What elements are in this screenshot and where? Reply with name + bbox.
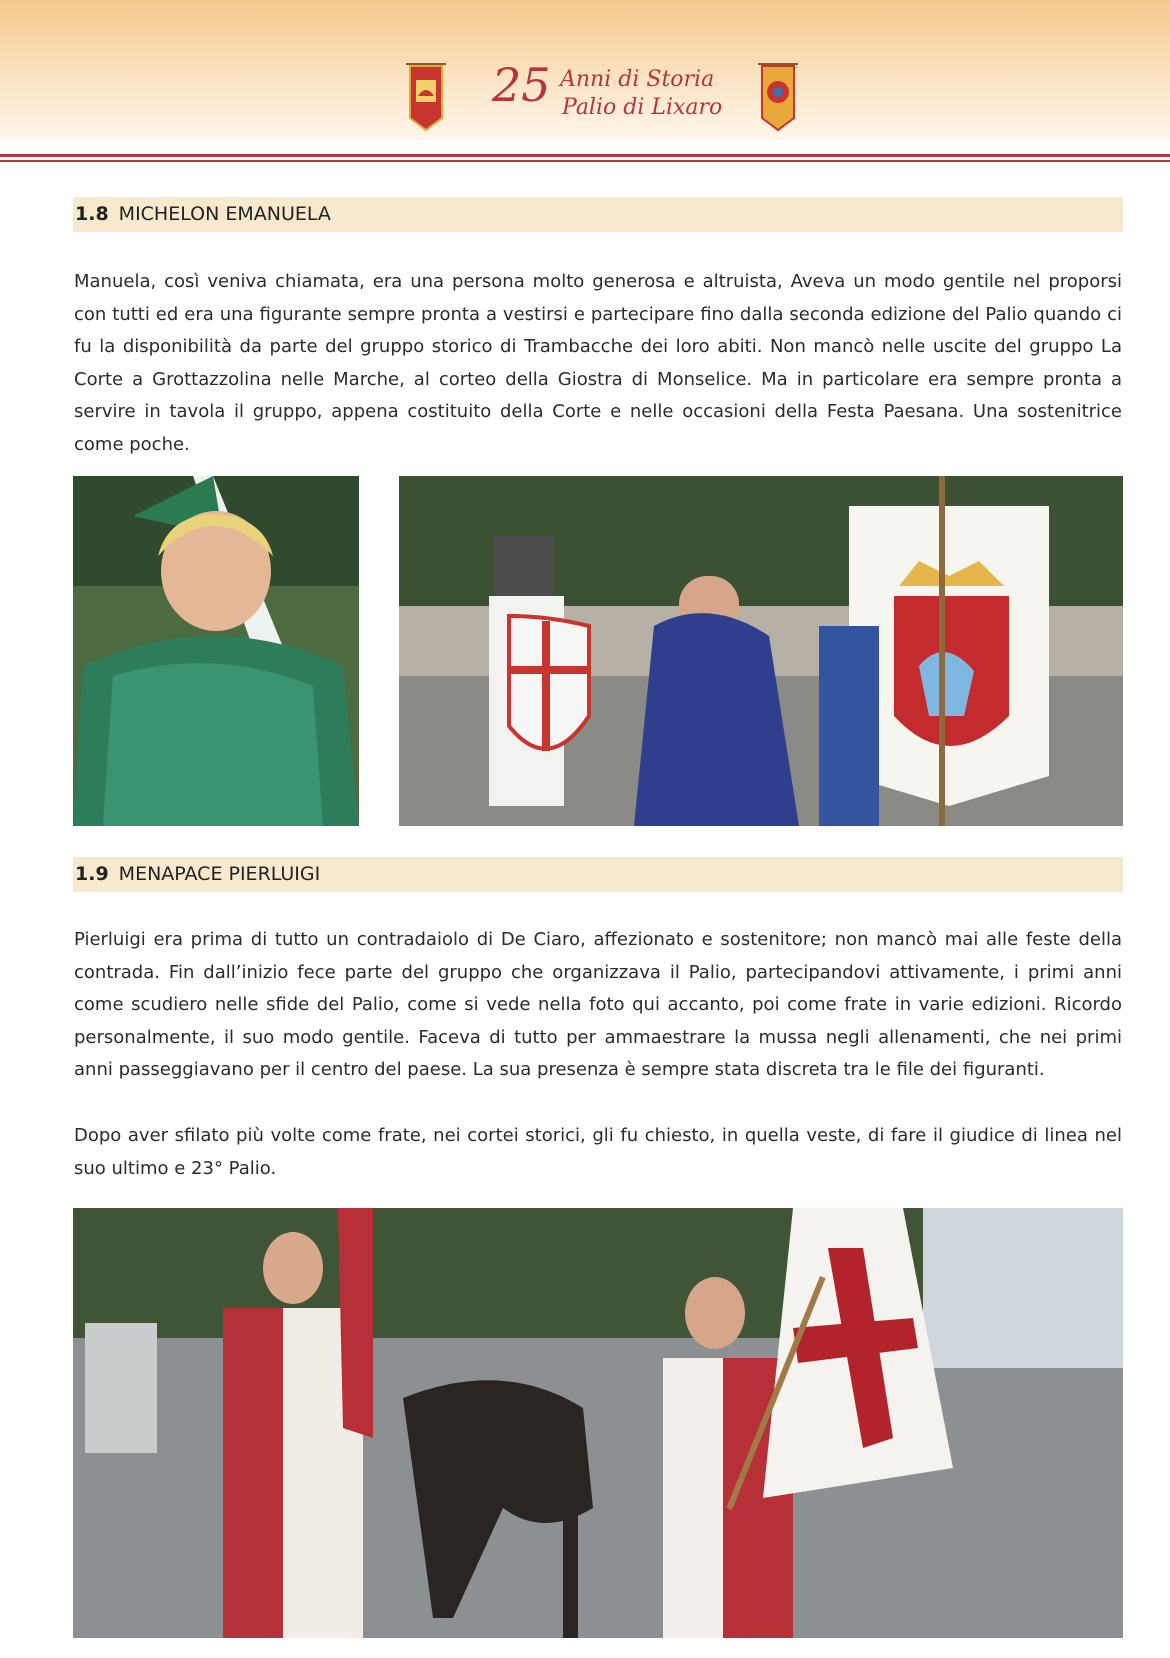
section-paragraph: Dopo aver sfilato più volte come frate, nei cortei storici, gli fu chiesto, in quella veste, di fare il giudice di linea nel suo ultimo e 23° Palio. [74, 1125, 1122, 1179]
header-rule-bottom [0, 160, 1170, 162]
photo-procession [399, 476, 1123, 826]
header-rule-top [0, 154, 1170, 157]
logo-line-2: Palio di Lixaro [562, 95, 723, 120]
gonfalon-right-icon [756, 58, 800, 134]
logo-line-1: Anni di Storia [560, 67, 715, 92]
section-title: MICHELON EMANUELA [118, 203, 331, 225]
photo-donkey [73, 1208, 1123, 1638]
logo-title [560, 66, 722, 122]
section-number: 1.8 [75, 203, 109, 225]
section-paragraph: Manuela, così veniva chiamata, era una persona molto generosa e altruista, Aveva un modo gentile nel proporsi con tutti ed era una figurante sempre pronta a vestirsi e partecipare fino dalla seconda edizione del Palio quando ci fu la disponibilità da parte del gruppo storico di Trambacche dei loro abiti. Non mancò nelle uscite del gruppo La Corte a Grottazzolina nelle Marche, al corteo della Giostra di Monselice. Ma in particolare era sempre pronta a servire in tavola il gruppo, appena costituito della Corte e nelle occasioni della Festa Paesana. Una sostenitrice come poche. [74, 271, 1122, 455]
logo-number: 25 [492, 58, 551, 112]
section-title: MENAPACE PIERLUIGI [118, 863, 321, 885]
section-number: 1.9 [75, 863, 109, 885]
section-heading [73, 857, 1123, 892]
section-heading [73, 197, 1123, 232]
section-paragraph: Pierluigi era prima di tutto un contradaiolo di De Ciaro, affezionato e sostenitore; non mancò mai alle feste della contrada. Fin dall’inizio fece parte del gruppo che organizzava il Palio, partecipandovi attivamente, i primi anni come scudiero nelle sfide del Palio, come si vede nella foto qui accanto, poi come frate in varie edizioni. Ricordo personalmente, il suo modo gentile. Faceva di tutto per ammaestrare la mussa negli allenamenti, che nei primi anni passeggiavano per il centro del paese. La sua presenza è sempre stata discreta tra le file dei figuranti. [74, 929, 1122, 1080]
photo-green-cape [73, 476, 359, 826]
gonfalon-left-icon [404, 58, 448, 134]
